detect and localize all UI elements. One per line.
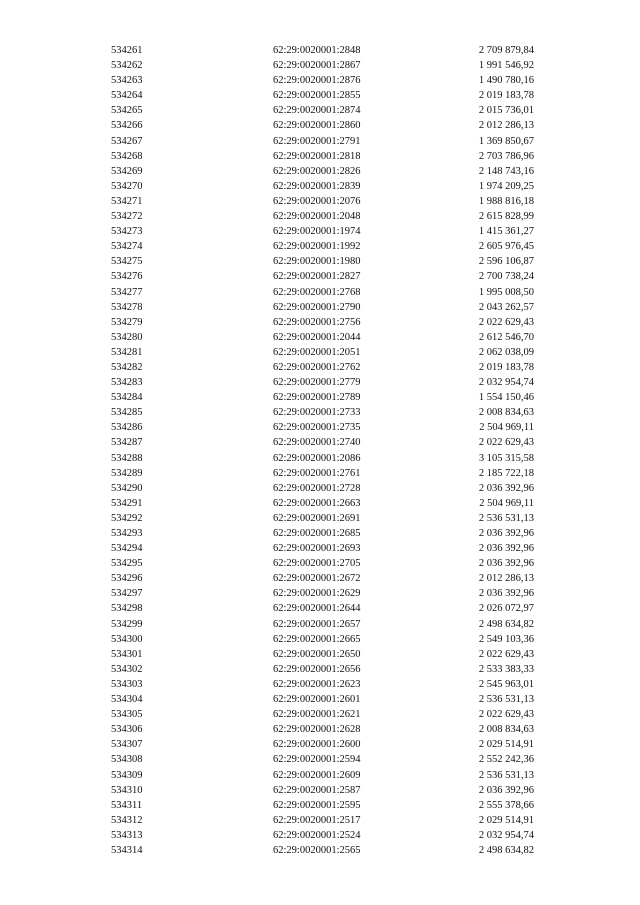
table-row [0,496,640,511]
table-row [0,405,640,420]
cadastral-value: 2 019 183,78 [478,90,534,102]
table-row [0,466,640,481]
cadastral-number: 62:29:0020001:2048 [273,211,361,223]
table-row [0,632,640,647]
table-row [0,118,640,133]
cadastral-value: 2 062 038,09 [478,346,534,358]
cadastral-value: 2 605 976,45 [478,241,534,253]
table-row [0,164,640,179]
table-row [0,269,640,284]
cadastral-number: 62:29:0020001:2740 [273,437,361,449]
cadastral-number: 62:29:0020001:2657 [273,618,361,630]
row-number: 534301 [111,648,143,660]
table-row [0,768,640,783]
table-row [0,345,640,360]
table-row [0,375,640,390]
row-number: 534284 [111,392,143,404]
table-row [0,617,640,632]
table-row [0,752,640,767]
table-row [0,179,640,194]
cadastral-number: 62:29:0020001:2524 [273,829,361,841]
cadastral-number: 62:29:0020001:2855 [273,90,361,102]
row-number: 534311 [111,799,143,811]
cadastral-number: 62:29:0020001:2672 [273,573,361,585]
cadastral-value: 2 612 546,70 [478,331,534,343]
cadastral-number: 62:29:0020001:2827 [273,271,361,283]
cadastral-number: 62:29:0020001:2663 [273,497,361,509]
table-row [0,209,640,224]
cadastral-number: 62:29:0020001:2665 [273,633,361,645]
cadastral-number: 62:29:0020001:2728 [273,482,361,494]
row-number: 534305 [111,709,143,721]
cadastral-number: 62:29:0020001:2600 [273,739,361,751]
cadastral-value: 2 022 629,43 [478,709,534,721]
cadastral-number: 62:29:0020001:2595 [273,799,361,811]
cadastral-value: 2 022 629,43 [478,316,534,328]
cadastral-number: 62:29:0020001:2733 [273,407,361,419]
cadastral-value: 2 029 514,91 [478,739,534,751]
row-number: 534308 [111,754,143,766]
row-number: 534300 [111,633,143,645]
row-number: 534310 [111,784,143,796]
table-row [0,43,640,58]
row-number: 534292 [111,512,143,524]
cadastral-value-table [0,43,640,858]
cadastral-value: 1 490 780,16 [478,75,534,87]
row-number: 534282 [111,361,143,373]
row-number: 534278 [111,301,143,313]
row-number: 534267 [111,135,143,147]
row-number: 534279 [111,316,143,328]
cadastral-number: 62:29:0020001:2768 [273,286,361,298]
cadastral-number: 62:29:0020001:2621 [273,709,361,721]
cadastral-number: 62:29:0020001:2791 [273,135,361,147]
cadastral-value: 2 026 072,97 [478,603,534,615]
row-number: 534273 [111,226,143,238]
row-number: 534285 [111,407,143,419]
cadastral-value: 2 536 531,13 [478,512,534,524]
cadastral-value: 2 709 879,84 [478,45,534,56]
cadastral-value: 2 036 392,96 [478,543,534,555]
row-number: 534309 [111,769,143,781]
cadastral-number: 62:29:0020001:2874 [273,105,361,117]
table-row [0,58,640,73]
cadastral-number: 62:29:0020001:2779 [273,377,361,389]
row-number: 534283 [111,377,143,389]
row-number: 534266 [111,120,143,132]
cadastral-value: 1 995 008,50 [478,286,534,298]
cadastral-value: 2 536 531,13 [478,694,534,706]
row-number: 534290 [111,482,143,494]
cadastral-value: 2 008 834,63 [478,724,534,736]
cadastral-value: 2 019 183,78 [478,361,534,373]
row-number: 534276 [111,271,143,283]
cadastral-number: 62:29:0020001:2876 [273,75,361,87]
row-number: 534261 [111,45,143,56]
row-number: 534306 [111,724,143,736]
cadastral-value: 2 036 392,96 [478,482,534,494]
cadastral-value: 1 415 361,27 [478,226,534,238]
cadastral-value: 2 596 106,87 [478,256,534,268]
cadastral-value: 2 536 531,13 [478,769,534,781]
table-row [0,692,640,707]
cadastral-value: 2 700 738,24 [478,271,534,283]
table-row [0,300,640,315]
row-number: 534289 [111,467,143,479]
table-row [0,571,640,586]
row-number: 534299 [111,618,143,630]
cadastral-value: 2 036 392,96 [478,528,534,539]
table-row [0,647,640,662]
row-number: 534265 [111,105,143,117]
row-number: 534312 [111,814,143,826]
cadastral-number: 62:29:0020001:2086 [273,452,361,464]
table-row [0,511,640,526]
table-row [0,315,640,330]
table-row [0,601,640,616]
row-number: 534304 [111,694,143,706]
cadastral-number: 62:29:0020001:2756 [273,316,361,328]
table-row [0,662,640,677]
cadastral-value: 2 552 242,36 [478,754,534,766]
cadastral-number: 62:29:0020001:2867 [273,60,361,72]
cadastral-value: 2 008 834,63 [478,407,534,419]
row-number: 534291 [111,497,143,509]
cadastral-number: 62:29:0020001:2628 [273,724,361,736]
cadastral-number: 62:29:0020001:2623 [273,678,361,690]
table-row [0,285,640,300]
cadastral-value: 2 012 286,13 [478,120,534,132]
cadastral-number: 62:29:0020001:2587 [273,784,361,796]
row-number: 534298 [111,603,143,615]
row-number: 534268 [111,150,143,162]
row-number: 534314 [111,844,143,856]
row-number: 534272 [111,211,143,223]
row-number: 534296 [111,573,143,585]
cadastral-number: 62:29:0020001:2644 [273,603,361,615]
row-number: 534271 [111,195,143,207]
table-row [0,707,640,722]
row-number: 534280 [111,331,143,343]
cadastral-number: 62:29:0020001:2685 [273,528,361,539]
cadastral-value: 2 504 969,11 [479,497,534,509]
cadastral-number: 62:29:0020001:2826 [273,165,361,177]
row-number: 534281 [111,346,143,358]
cadastral-number: 62:29:0020001:2735 [273,422,361,434]
cadastral-number: 62:29:0020001:2762 [273,361,361,373]
cadastral-value: 2 043 262,57 [478,301,534,313]
cadastral-number: 62:29:0020001:2044 [273,331,361,343]
cadastral-value: 1 974 209,25 [478,180,534,192]
table-row [0,451,640,466]
row-number: 534313 [111,829,143,841]
row-number: 534277 [111,286,143,298]
cadastral-value: 1 369 850,67 [478,135,534,147]
row-number: 534295 [111,558,143,570]
row-number: 534294 [111,543,143,555]
cadastral-value: 2 032 954,74 [478,377,534,389]
cadastral-value: 1 554 150,46 [478,392,534,404]
row-number: 534275 [111,256,143,268]
cadastral-number: 62:29:0020001:2848 [273,45,361,56]
cadastral-number: 62:29:0020001:2650 [273,648,361,660]
table-row [0,330,640,345]
row-number: 534270 [111,180,143,192]
row-number: 534287 [111,437,143,449]
table-row [0,481,640,496]
row-number: 534303 [111,678,143,690]
cadastral-number: 62:29:0020001:2594 [273,754,361,766]
cadastral-value: 1 988 816,18 [478,195,534,207]
cadastral-value: 2 036 392,96 [478,784,534,796]
cadastral-value: 2 036 392,96 [478,558,534,570]
cadastral-number: 62:29:0020001:2705 [273,558,361,570]
cadastral-number: 62:29:0020001:2517 [273,814,361,826]
cadastral-number: 62:29:0020001:2656 [273,663,361,675]
table-row [0,783,640,798]
cadastral-number: 62:29:0020001:1992 [273,241,361,253]
table-row [0,254,640,269]
row-number: 534297 [111,588,143,600]
cadastral-value: 2 148 743,16 [478,165,534,177]
row-number: 534269 [111,165,143,177]
cadastral-number: 62:29:0020001:2601 [273,694,361,706]
cadastral-value: 2 615 828,99 [478,211,534,223]
table-row [0,390,640,405]
row-number: 534263 [111,75,143,87]
table-row [0,798,640,813]
cadastral-value: 2 012 286,13 [478,573,534,585]
cadastral-number: 62:29:0020001:1980 [273,256,361,268]
cadastral-value: 2 022 629,43 [478,648,534,660]
cadastral-value: 2 545 963,01 [478,678,534,690]
cadastral-value: 1 991 546,92 [478,60,534,72]
cadastral-value: 2 498 634,82 [478,618,534,630]
table-row [0,149,640,164]
cadastral-number: 62:29:0020001:2565 [273,844,361,856]
table-row [0,541,640,556]
table-row [0,224,640,239]
table-row [0,813,640,828]
table-row [0,677,640,692]
cadastral-number: 62:29:0020001:2818 [273,150,361,162]
cadastral-number: 62:29:0020001:2051 [273,346,361,358]
cadastral-value: 2 185 722,18 [478,467,534,479]
table-row [0,194,640,209]
cadastral-number: 62:29:0020001:1974 [273,226,361,238]
cadastral-value: 2 703 786,96 [478,150,534,162]
table-row [0,556,640,571]
row-number: 534302 [111,663,143,675]
row-number: 534262 [111,60,143,72]
cadastral-number: 62:29:0020001:2860 [273,120,361,132]
table-row [0,526,640,541]
table-row [0,420,640,435]
row-number: 534307 [111,739,143,751]
cadastral-number: 62:29:0020001:2609 [273,769,361,781]
cadastral-number: 62:29:0020001:2789 [273,392,361,404]
row-number: 534286 [111,422,143,434]
table-row [0,843,640,858]
table-row [0,103,640,118]
cadastral-value: 2 029 514,91 [478,814,534,826]
cadastral-number: 62:29:0020001:2839 [273,180,361,192]
row-number: 534288 [111,452,143,464]
row-number: 534293 [111,528,143,539]
table-row [0,73,640,88]
cadastral-value: 2 549 103,36 [478,633,534,645]
cadastral-value: 3 105 315,58 [478,452,534,464]
table-row [0,722,640,737]
table-row [0,88,640,103]
cadastral-number: 62:29:0020001:2076 [273,195,361,207]
table-row [0,360,640,375]
row-number: 534264 [111,90,143,102]
cadastral-number: 62:29:0020001:2691 [273,512,361,524]
cadastral-number: 62:29:0020001:2693 [273,543,361,555]
cadastral-value: 2 036 392,96 [478,588,534,600]
table-row [0,239,640,254]
table-row [0,134,640,149]
table-row [0,828,640,843]
cadastral-value: 2 022 629,43 [478,437,534,449]
cadastral-value: 2 498 634,82 [478,844,534,856]
table-row [0,435,640,450]
table-row [0,737,640,752]
cadastral-value: 2 504 969,11 [479,422,534,434]
row-number: 534274 [111,241,143,253]
cadastral-number: 62:29:0020001:2629 [273,588,361,600]
cadastral-value: 2 533 383,33 [478,663,534,675]
cadastral-value: 2 015 736,01 [478,105,534,117]
table-row [0,586,640,601]
cadastral-value: 2 032 954,74 [478,829,534,841]
cadastral-value: 2 555 378,66 [478,799,534,811]
cadastral-number: 62:29:0020001:2790 [273,301,361,313]
cadastral-number: 62:29:0020001:2761 [273,467,361,479]
